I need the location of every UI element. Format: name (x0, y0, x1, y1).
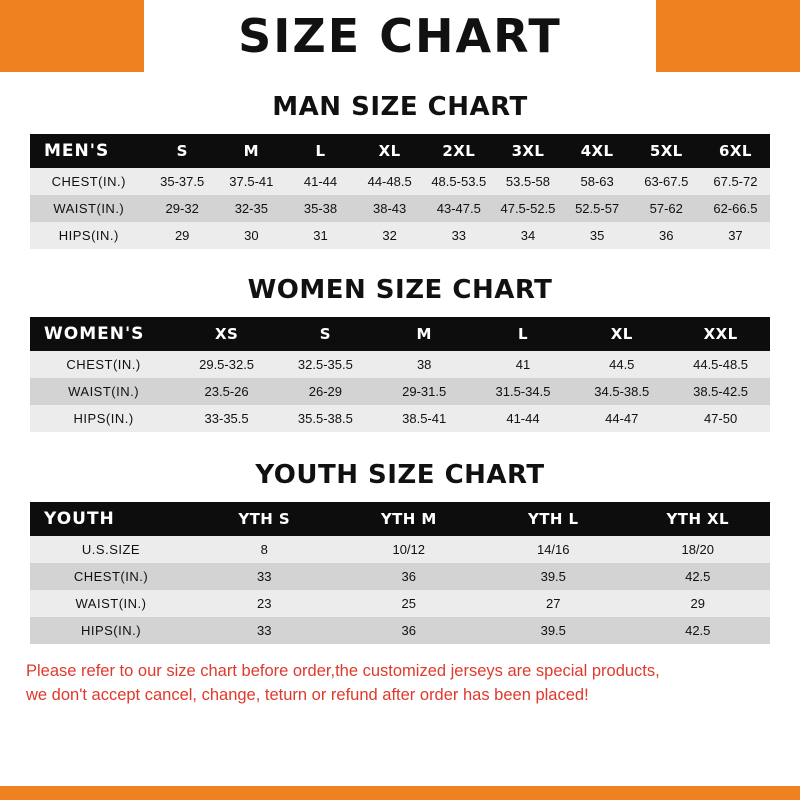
cell: 23.5-26 (177, 378, 276, 405)
cell: 39.5 (481, 563, 626, 590)
cell: 42.5 (626, 617, 771, 644)
cell: 37 (701, 222, 770, 249)
col-header-label: WOMEN'S (30, 317, 177, 351)
cell: 35-38 (286, 195, 355, 222)
table-row (30, 222, 770, 249)
footer-accent-bar (0, 786, 800, 800)
women-size-table (30, 317, 770, 432)
women-table-wrap (30, 317, 770, 432)
col-header-s: S (148, 134, 217, 168)
cell: 44.5-48.5 (671, 351, 770, 378)
col-header-3xl: 3XL (493, 134, 562, 168)
table-header-row (30, 317, 770, 351)
cell: 36 (337, 563, 482, 590)
man-section-title: MAN SIZE CHART (272, 92, 528, 122)
table-header-row (30, 134, 770, 168)
cell: 34 (493, 222, 562, 249)
col-header-s: S (276, 317, 375, 351)
cell: 44.5 (572, 351, 671, 378)
cell: 41-44 (474, 405, 573, 432)
cell: 32 (355, 222, 424, 249)
cell: 37.5-41 (217, 168, 286, 195)
cell: 38 (375, 351, 474, 378)
cell: 29-32 (148, 195, 217, 222)
cell: 38-43 (355, 195, 424, 222)
table-header-row (30, 502, 770, 536)
cell: 67.5-72 (701, 168, 770, 195)
row-label: WAIST(IN.) (30, 378, 177, 405)
table-row (30, 405, 770, 432)
header-banner (0, 0, 800, 72)
cell: 25 (337, 590, 482, 617)
table-row (30, 536, 770, 563)
col-header-label: YOUTH (30, 502, 192, 536)
cell: 36 (337, 617, 482, 644)
youth-section-title: YOUTH SIZE CHART (255, 460, 545, 490)
col-header-yth-m: YTH M (337, 502, 482, 536)
cell: 31.5-34.5 (474, 378, 573, 405)
women-section-title: WOMEN SIZE CHART (247, 275, 553, 305)
cell: 34.5-38.5 (572, 378, 671, 405)
row-label: HIPS(IN.) (30, 617, 192, 644)
disclaimer-note (26, 660, 774, 708)
cell: 47.5-52.5 (493, 195, 562, 222)
cell: 29 (626, 590, 771, 617)
cell: 57-62 (632, 195, 701, 222)
cell: 33-35.5 (177, 405, 276, 432)
cell: 43-47.5 (424, 195, 493, 222)
col-header-l: L (474, 317, 573, 351)
cell: 33 (192, 617, 337, 644)
man-table-wrap (30, 134, 770, 249)
col-header-5xl: 5XL (632, 134, 701, 168)
cell: 42.5 (626, 563, 771, 590)
cell: 29.5-32.5 (177, 351, 276, 378)
cell: 36 (632, 222, 701, 249)
cell: 63-67.5 (632, 168, 701, 195)
youth-size-table (30, 502, 770, 644)
row-label: U.S.SIZE (30, 536, 192, 563)
col-header-label: MEN'S (30, 134, 148, 168)
table-row (30, 590, 770, 617)
row-label: CHEST(IN.) (30, 563, 192, 590)
cell: 41-44 (286, 168, 355, 195)
col-header-xl: XL (572, 317, 671, 351)
cell: 35.5-38.5 (276, 405, 375, 432)
cell: 52.5-57 (563, 195, 632, 222)
cell: 18/20 (626, 536, 771, 563)
row-label: HIPS(IN.) (30, 405, 177, 432)
table-row (30, 617, 770, 644)
row-label: CHEST(IN.) (30, 351, 177, 378)
cell: 53.5-58 (493, 168, 562, 195)
col-header-xxl: XXL (671, 317, 770, 351)
cell: 35-37.5 (148, 168, 217, 195)
cell: 10/12 (337, 536, 482, 563)
cell: 29 (148, 222, 217, 249)
cell: 41 (474, 351, 573, 378)
cell: 33 (192, 563, 337, 590)
cell: 44-47 (572, 405, 671, 432)
cell: 31 (286, 222, 355, 249)
col-header-yth-xl: YTH XL (626, 502, 771, 536)
col-header-l: L (286, 134, 355, 168)
cell: 48.5-53.5 (424, 168, 493, 195)
cell: 35 (563, 222, 632, 249)
cell: 38.5-41 (375, 405, 474, 432)
col-header-2xl: 2XL (424, 134, 493, 168)
row-label: WAIST(IN.) (30, 195, 148, 222)
row-label: WAIST(IN.) (30, 590, 192, 617)
cell: 32.5-35.5 (276, 351, 375, 378)
cell: 32-35 (217, 195, 286, 222)
cell: 62-66.5 (701, 195, 770, 222)
cell: 23 (192, 590, 337, 617)
cell: 14/16 (481, 536, 626, 563)
row-label: HIPS(IN.) (30, 222, 148, 249)
col-header-m: M (375, 317, 474, 351)
cell: 44-48.5 (355, 168, 424, 195)
cell: 30 (217, 222, 286, 249)
page-title: SIZE CHART (238, 9, 562, 63)
cell: 58-63 (563, 168, 632, 195)
row-label: CHEST(IN.) (30, 168, 148, 195)
col-header-m: M (217, 134, 286, 168)
cell: 47-50 (671, 405, 770, 432)
table-row (30, 351, 770, 378)
table-row (30, 563, 770, 590)
man-size-table (30, 134, 770, 249)
table-row (30, 168, 770, 195)
col-header-4xl: 4XL (563, 134, 632, 168)
disclaimer-line-1: Please refer to our size chart before order,the customized jerseys are special products, (26, 662, 660, 680)
disclaimer-line-2: we don't accept cancel, change, teturn or refund after order has been placed! (26, 685, 589, 704)
table-row (30, 378, 770, 405)
cell: 38.5-42.5 (671, 378, 770, 405)
col-header-6xl: 6XL (701, 134, 770, 168)
cell: 26-29 (276, 378, 375, 405)
cell: 8 (192, 536, 337, 563)
cell: 27 (481, 590, 626, 617)
col-header-xs: XS (177, 317, 276, 351)
table-row (30, 195, 770, 222)
col-header-yth-s: YTH S (192, 502, 337, 536)
cell: 33 (424, 222, 493, 249)
col-header-xl: XL (355, 134, 424, 168)
col-header-yth-l: YTH L (481, 502, 626, 536)
cell: 29-31.5 (375, 378, 474, 405)
cell: 39.5 (481, 617, 626, 644)
youth-table-wrap (30, 502, 770, 644)
